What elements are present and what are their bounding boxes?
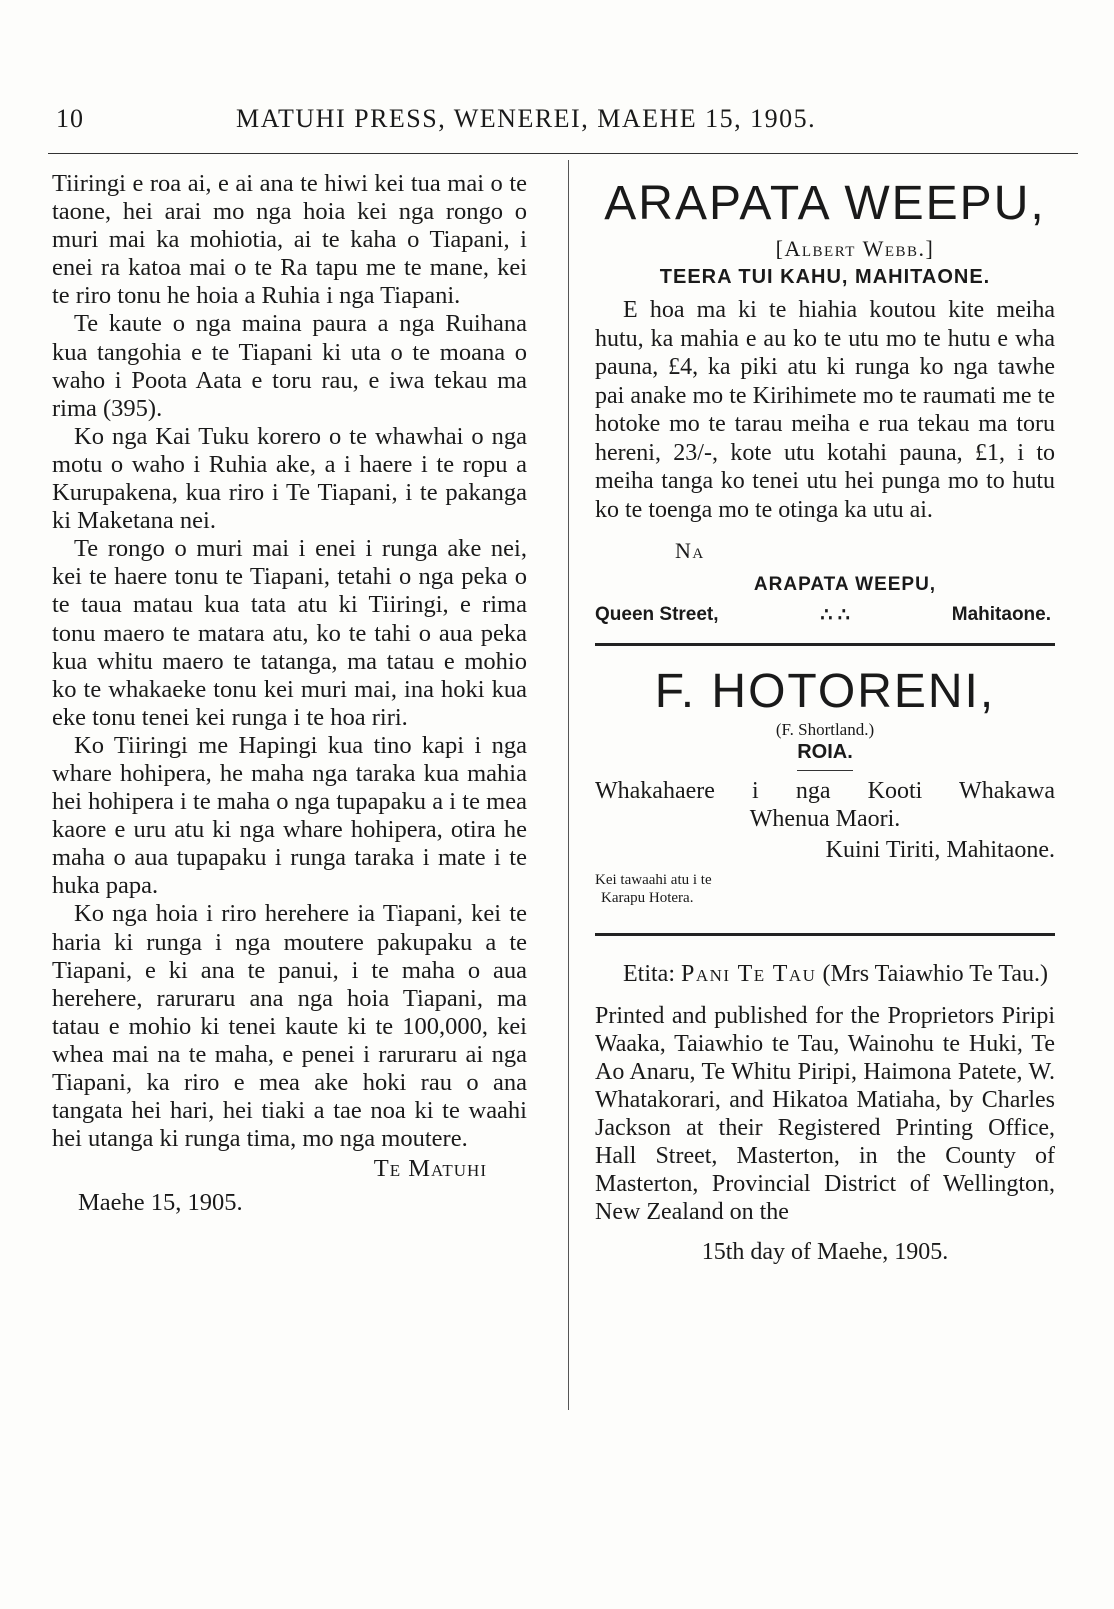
ad1-title: ARAPATA WEEPU, — [604, 177, 1046, 230]
ad2-line1: Whakahaere i nga Kooti Whakawa — [595, 778, 1055, 804]
editor-name: Pani Te Tau — [680, 961, 817, 987]
ad1-body: E hoa ma ki te hiahia koutou kite meiha hutu, ka mahia e au ko te utu mo te hutu e wha pauna, £4, ka piki atu ki runga ko nga tawhe pai anake mo te Kirihimete mo te raumati me te hotoke mo te tarau meiha e rua tekau ma toru hereni, 23/-, kote utu kotahi pauna, £1, i to meiha tanga ko tenei utu hei punga mo to hutu ko te toenga mo te otinga ka utu ai. — [595, 297, 1055, 523]
ad2-note-line1: Kei tawaahi atu i te — [595, 872, 712, 888]
header-rule — [48, 153, 1078, 154]
column-divider — [568, 160, 569, 1410]
ad1-subtitle: TEERA TUI KAHU, MAHITAONE. — [659, 266, 991, 288]
printed-published-text: Printed and published for the Proprietors Piripi Waaka, Taiawhio te Tau, Wainohu te Huki, Te Ao Anaru, Te Whitu Piripi, Haimona Patete, W. Whatakorari, and Hikatoa Matiaha, by Charles Jackson at their Registered Printing Office, Hall Street, Masterton, in the County of Masterton, Provincial District of Wellington, New Zealand on the — [595, 1003, 1055, 1225]
ad1-sign-name: ARAPATA WEEPU, — [753, 574, 937, 595]
ad2-line2: Whenua Maori. — [749, 806, 901, 832]
editor-alias: (Mrs Taiawhio Te Tau.) — [822, 961, 1049, 987]
paragraph-4: Te rongo o muri mai i enei i runga ake nei, kei te haere tonu te Tiapani, tetahi o nga peka o te taua matau kua tata atu ki Tiiringi, e rima tonu maero te matara atu, ko te tahi o aua peka kua whitu maero te tatanga, ma tatau e mohio ko te whakaeke tonu kei muri mai, ina hoki kua eke tonu tenei kei runga i te hoa riri. — [52, 535, 527, 731]
article-date: Maehe 15, 1905. — [78, 1189, 243, 1217]
paragraph-5: Ko Tiiringi me Hapingi kua tino kapi i nga whare hohipera, he maha nga taraka kua mahia hei hohipera i te maha o nga tupapaku a i te mea kaore e uru atu ki nga whare hohipera, otira he maha o aua tupapaku i runga taraka i mate i te huka papa. — [52, 731, 527, 900]
right-column — [595, 170, 1055, 1266]
ad2-role: ROIA. — [797, 741, 853, 763]
publication-date: 15th day of Maehe, 1905. — [701, 1239, 949, 1265]
ad-separator-2 — [595, 933, 1055, 936]
ad2-note-line2: Karapu Hotera. — [601, 890, 694, 906]
ad2-address: Kuini Tiriti, Mahitaone. — [825, 837, 1055, 863]
ad-separator-1 — [595, 643, 1055, 646]
paragraph-1: Tiiringi e roa ai, e ai ana te hiwi kei tua mai o te taone, hei arai mo nga hoia kei nga rongo o muri mai ka mohiotia, ai te kaha o Tiapani, i enei ra katoa mai o te Ra tapu me te mane, kei te riro tonu he hoia a Ruhia i nga Tiapani. — [52, 170, 527, 310]
editor-label: Etita: — [623, 961, 675, 987]
article-signature: Te Matuhi — [373, 1155, 487, 1183]
ad1-address — [595, 604, 1055, 627]
paragraph-6: Ko nga hoia i riro herehere ia Tiapani, kei te haria ki runga i nga moutere pakupaku a te Tiapani, e ki ana te panui, i te maha o aua herehere, raruraru ana nga hoia Tiapani, ma tatau e mohio ki tenei kaute ki te 100,000, kei whea mai na te maha, e penei i raruraru ai nga Tiapani, ka riro e mea ake hoki rau o ana tangata hei hari, hei tiaki a tae noa ki te waahi hei utanga ki runga tima, mo nga moutere. — [52, 900, 527, 1153]
ad1-alias: [Albert Webb.] — [775, 236, 935, 261]
paragraph-2: Te kaute o nga maina paura a nga Ruihana kua tangohia e te Tiapani ki uta o te moana o waho i Poota Aata e toru rau, e iwa tekau ma rima (395). — [52, 310, 527, 422]
ad2-short-rule — [797, 770, 853, 771]
ad1-address-town: Mahitaone. — [951, 604, 1051, 625]
left-column — [52, 170, 527, 1217]
imprint — [595, 960, 1055, 1266]
page-number: 10 — [56, 104, 84, 133]
ad1-address-street: Queen Street, — [595, 604, 719, 625]
ad1-address-dots: ∴ ∴ — [820, 605, 850, 626]
page-header — [48, 104, 1078, 144]
editor-line — [595, 960, 1055, 988]
ad2-alias: (F. Shortland.) — [775, 720, 875, 739]
paragraph-3: Ko nga Kai Tuku korero o te whawhai o nga motu o waho i Ruhia ake, a i haere i te ropu a Kurupakena, kua riro i Te Tiapani, i te pakanga ki Maketana nei. — [52, 422, 527, 535]
ad-arapata-weepu — [595, 176, 1055, 627]
ad1-na-label: Na — [675, 538, 705, 563]
ad-f-hotoreni — [595, 664, 1055, 907]
masthead: MATUHI PRESS, WENEREI, MAEHE 15, 1905. — [236, 104, 817, 133]
ad2-title: F. HOTORENI, — [654, 665, 996, 718]
